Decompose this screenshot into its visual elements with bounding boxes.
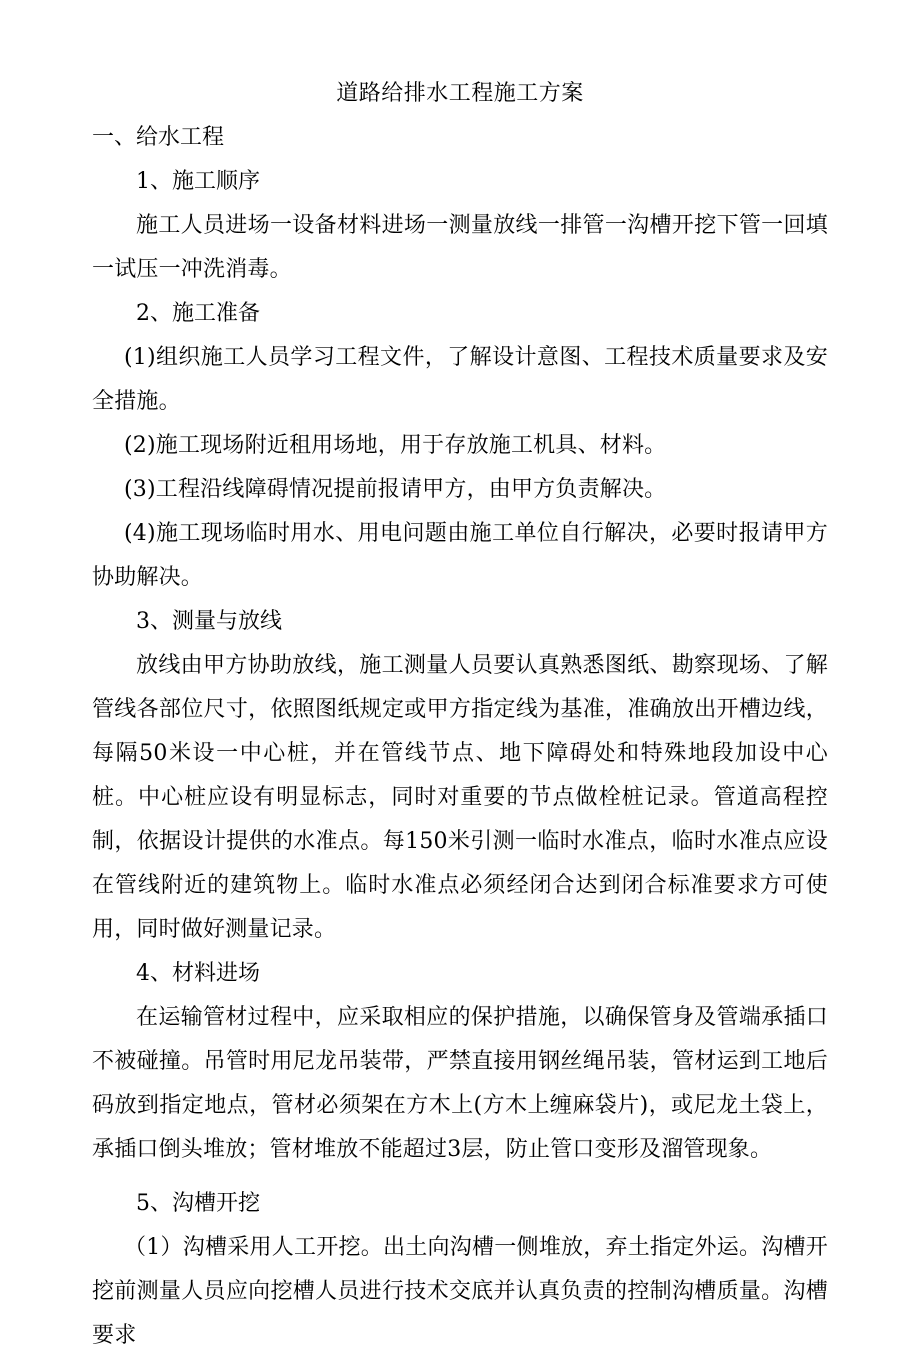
- paragraph-construction-sequence: 施工人员进场一设备材料进场一测量放线一排管一沟槽开挖下管一回填一试压一冲洗消毒。: [92, 213, 828, 282]
- paragraph-surveying: 放线由甲方协助放线，施工测量人员要认真熟悉图纸、勘察现场、了解管线各部位尺寸，依照图纸规定或甲方指定线为基准，准确放出开槽边线，每隔50米设一中心桩，并在管线节点、地下障碍处和特殊地段加设中心桩。中心桩应设有明显标志，同时对重要的节点做栓桩记录。管道高程控制，依据设计提供的水准点。每150米引测一临时水准点，临时水准点应设在管线附近的建筑物上。临时水准点必须经闭合达到闭合标准要求方可使用，同时做好测量记录。: [92, 653, 828, 942]
- list-item-preparation-1: (1)组织施工人员学习工程文件，了解设计意图、工程技术质量要求及安全措施。: [92, 345, 828, 414]
- list-item-preparation-2: (2)施工现场附近租用场地，用于存放施工机具、材料。: [124, 433, 667, 458]
- subsection-heading-trench-excavation: 5、沟槽开挖: [136, 1191, 260, 1216]
- subsection-heading-preparation: 2、施工准备: [136, 301, 260, 326]
- paragraph-spacer: [92, 1172, 828, 1182]
- document-body: [92, 72, 828, 1358]
- subsection-heading-surveying: 3、测量与放线: [136, 609, 282, 634]
- paragraph-trench-excavation: （1）沟槽采用人工开挖。出土向沟槽一侧堆放，弃土指定外运。沟槽开挖前测量人员应向挖槽人员进行技术交底并认真负责的控制沟槽质量。沟槽要求: [92, 1235, 828, 1348]
- list-item-preparation-3: (3)工程沿线障碍情况提前报请甲方，由甲方负责解决。: [124, 477, 667, 502]
- list-item-preparation-4: (4)施工现场临时用水、用电问题由施工单位自行解决，必要时报请甲方协助解决。: [92, 521, 828, 590]
- subsection-heading-construction-sequence: 1、施工顺序: [136, 169, 260, 194]
- document-title: 道路给排水工程施工方案: [336, 81, 584, 106]
- section-heading-water-supply: 一、给水工程: [92, 125, 225, 150]
- subsection-heading-materials: 4、材料进场: [136, 961, 260, 986]
- paragraph-materials: 在运输管材过程中，应采取相应的保护措施，以确保管身及管端承插口不被碰撞。吊管时用尼龙吊装带，严禁直接用钢丝绳吊装，管材运到工地后码放到指定地点，管材必须架在方木上(方木上缠麻袋片)，或尼龙土袋上，承插口倒头堆放；管材堆放不能超过3层，防止管口变形及溜管现象。: [92, 1005, 828, 1162]
